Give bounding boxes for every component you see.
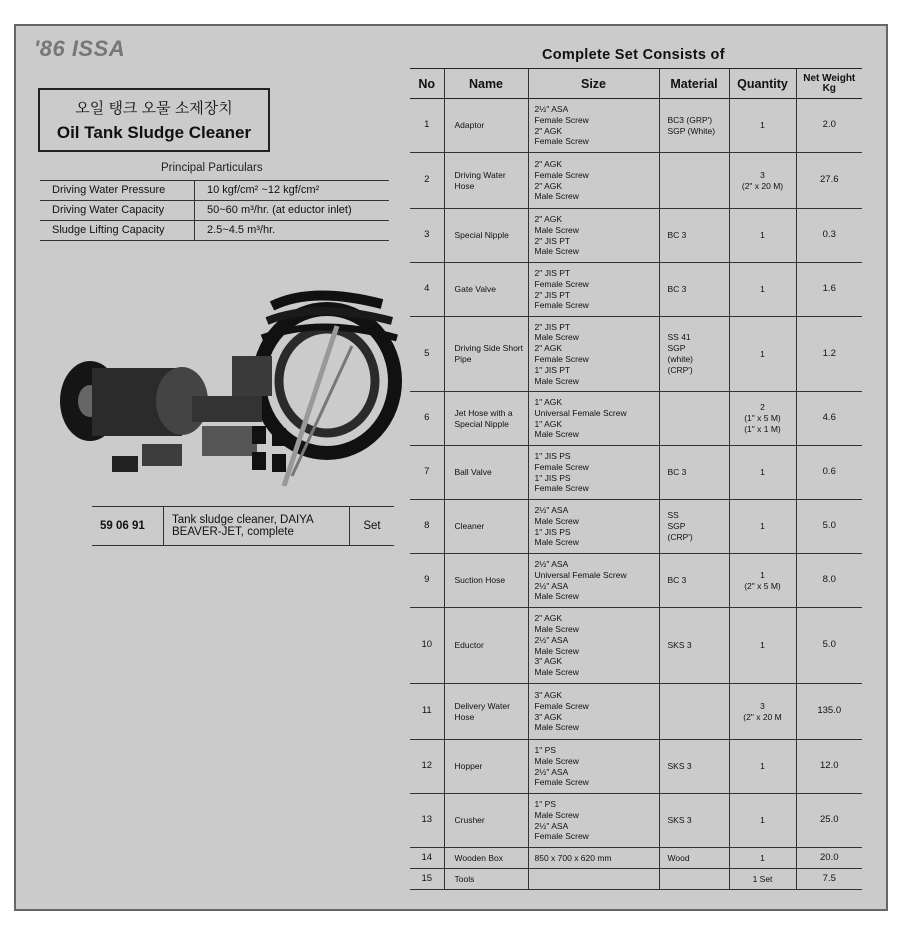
- cell-weight: 135.0: [796, 684, 862, 740]
- cell-no: 13: [410, 794, 444, 848]
- cell-no: 14: [410, 848, 444, 869]
- cell-material: BC 3: [659, 554, 729, 608]
- cell-size: [528, 869, 659, 890]
- cell-size: 850 x 700 x 620 mm: [528, 848, 659, 869]
- principal-particulars-title: Principal Particulars: [161, 162, 263, 174]
- order-row: [92, 507, 394, 546]
- table-row: [410, 608, 862, 684]
- cell-name: Eductor: [444, 608, 528, 684]
- cell-no: 1: [410, 99, 444, 153]
- cell-size: 2" AGK Female Screw 2" AGK Male Screw: [528, 153, 659, 209]
- cell-name: Tools: [444, 869, 528, 890]
- product-title-english: Oil Tank Sludge Cleaner: [56, 123, 252, 142]
- table-row: [410, 684, 862, 740]
- col-header-net-weight: [796, 69, 862, 99]
- cell-name: Ball Valve: [444, 446, 528, 500]
- particular-label: Driving Water Pressure: [40, 181, 195, 201]
- cell-material: SS SGP (CRP'): [659, 500, 729, 554]
- parts-table: [410, 68, 862, 890]
- cell-size: 1" PS Male Screw 2½" ASA Female Screw: [528, 794, 659, 848]
- cell-weight: 20.0: [796, 848, 862, 869]
- table-row: [410, 392, 862, 446]
- cell-material: BC 3: [659, 209, 729, 263]
- particular-value: 50~60 m³/hr. (at eductor inlet): [195, 201, 390, 221]
- order-unit: Set: [350, 507, 395, 546]
- particular-value: 2.5~4.5 m³/hr.: [195, 221, 390, 241]
- cell-name: Special Nipple: [444, 209, 528, 263]
- cell-size: 1" AGK Universal Female Screw 1" AGK Male Screw: [528, 392, 659, 446]
- cell-no: 12: [410, 740, 444, 794]
- cell-material: SKS 3: [659, 608, 729, 684]
- cell-quantity: 1: [729, 608, 796, 684]
- cell-quantity: 3 (2" x 20 M): [729, 153, 796, 209]
- cell-quantity: 3 (2" x 20 M: [729, 684, 796, 740]
- net-weight-unit: Kg: [822, 82, 836, 94]
- cell-quantity: 1: [729, 209, 796, 263]
- cell-size: 2" AGK Male Screw 2" JIS PT Male Screw: [528, 209, 659, 263]
- cell-weight: 0.3: [796, 209, 862, 263]
- particular-row: [40, 181, 389, 201]
- cell-name: Wooden Box: [444, 848, 528, 869]
- cell-quantity: 1 Set: [729, 869, 796, 890]
- particular-row: [40, 221, 389, 241]
- cell-name: Driving Side Short Pipe: [444, 317, 528, 392]
- cell-material: SKS 3: [659, 794, 729, 848]
- cell-material: [659, 153, 729, 209]
- cell-no: 8: [410, 500, 444, 554]
- cell-quantity: 1: [729, 317, 796, 392]
- cell-quantity: 1: [729, 740, 796, 794]
- cell-quantity: 1: [729, 794, 796, 848]
- catalog-badge: '86 ISSA: [34, 36, 126, 61]
- cell-name: Gate Valve: [444, 263, 528, 317]
- table-row: [410, 500, 862, 554]
- cell-material: Wood: [659, 848, 729, 869]
- product-title-box: [38, 88, 270, 152]
- cell-size: 2½" ASA Female Screw 2" AGK Female Screw: [528, 99, 659, 153]
- table-row: [410, 446, 862, 500]
- net-weight-label: Net Weight: [803, 72, 856, 84]
- cell-material: [659, 392, 729, 446]
- cell-no: 3: [410, 209, 444, 263]
- cell-name: Suction Hose: [444, 554, 528, 608]
- table-row: [410, 99, 862, 153]
- cell-material: BC 3: [659, 446, 729, 500]
- cell-weight: 8.0: [796, 554, 862, 608]
- cell-quantity: 1: [729, 99, 796, 153]
- product-photo: [52, 276, 402, 506]
- cell-no: 4: [410, 263, 444, 317]
- cell-no: 11: [410, 684, 444, 740]
- cell-no: 7: [410, 446, 444, 500]
- cell-material: [659, 869, 729, 890]
- cell-no: 5: [410, 317, 444, 392]
- cell-size: 2½" ASA Male Screw 1" JIS PS Male Screw: [528, 500, 659, 554]
- cell-no: 9: [410, 554, 444, 608]
- cell-quantity: 1: [729, 848, 796, 869]
- cell-quantity: 1 (2" x 5 M): [729, 554, 796, 608]
- catalog-page: [14, 24, 888, 911]
- hose-reel-icon: [60, 361, 208, 441]
- cell-quantity: 1: [729, 446, 796, 500]
- complete-set-title: Complete Set Consists of: [542, 47, 725, 63]
- cell-weight: 4.6: [796, 392, 862, 446]
- cell-weight: 27.6: [796, 153, 862, 209]
- table-row: [410, 317, 862, 392]
- col-header-no: No: [410, 69, 444, 99]
- cell-material: [659, 684, 729, 740]
- cell-name: Delivery Water Hose: [444, 684, 528, 740]
- cell-weight: 12.0: [796, 740, 862, 794]
- table-row: [410, 209, 862, 263]
- cell-weight: 1.6: [796, 263, 862, 317]
- cell-name: Jet Hose with a Special Nipple: [444, 392, 528, 446]
- cell-size: 1" PS Male Screw 2½" ASA Female Screw: [528, 740, 659, 794]
- product-title-korean: 오일 탱크 오물 소제장치: [75, 100, 233, 117]
- cell-weight: 2.0: [796, 99, 862, 153]
- table-row: [410, 740, 862, 794]
- cell-weight: 25.0: [796, 794, 862, 848]
- parts-header-row: [410, 69, 862, 99]
- particular-value: 10 kgf/cm² ~12 kgf/cm²: [195, 181, 390, 201]
- cell-name: Hopper: [444, 740, 528, 794]
- cell-weight: 1.2: [796, 317, 862, 392]
- cell-quantity: 1: [729, 263, 796, 317]
- particular-row: [40, 201, 389, 221]
- col-header-name: Name: [444, 69, 528, 99]
- cell-no: 2: [410, 153, 444, 209]
- cell-name: Cleaner: [444, 500, 528, 554]
- cell-quantity: 1: [729, 500, 796, 554]
- cell-size: 3" AGK Female Screw 3" AGK Male Screw: [528, 684, 659, 740]
- cell-name: Adaptor: [444, 99, 528, 153]
- cell-no: 6: [410, 392, 444, 446]
- col-header-material: Material: [659, 69, 729, 99]
- table-row: [410, 263, 862, 317]
- table-row: [410, 869, 862, 890]
- cell-material: SS 41 SGP (white) (CRP'): [659, 317, 729, 392]
- cell-size: 2" AGK Male Screw 2½" ASA Male Screw 3" AGK Male Screw: [528, 608, 659, 684]
- cell-weight: 5.0: [796, 500, 862, 554]
- cell-no: 10: [410, 608, 444, 684]
- col-header-size: Size: [528, 69, 659, 99]
- cell-size: 2½" ASA Universal Female Screw 2½" ASA Male Screw: [528, 554, 659, 608]
- col-header-quantity: Quantity: [729, 69, 796, 99]
- particular-label: Sludge Lifting Capacity: [40, 221, 195, 241]
- cell-material: BC 3: [659, 263, 729, 317]
- cell-name: Crusher: [444, 794, 528, 848]
- cell-size: 1" JIS PS Female Screw 1" JIS PS Female Screw: [528, 446, 659, 500]
- cell-material: BC3 (GRP') SGP (White): [659, 99, 729, 153]
- cell-no: 15: [410, 869, 444, 890]
- cell-size: 2" JIS PT Male Screw 2" AGK Female Screw 1" JIS PT Male Screw: [528, 317, 659, 392]
- table-row: [410, 153, 862, 209]
- cell-material: SKS 3: [659, 740, 729, 794]
- cell-weight: 7.5: [796, 869, 862, 890]
- table-row: [410, 554, 862, 608]
- order-code: 59 06 91: [92, 507, 164, 546]
- order-info-table: [92, 506, 394, 546]
- principal-particulars-table: [40, 180, 389, 241]
- particular-label: Driving Water Capacity: [40, 201, 195, 221]
- cell-quantity: 2 (1" x 5 M) (1" x 1 M): [729, 392, 796, 446]
- cell-name: Driving Water Hose: [444, 153, 528, 209]
- table-row: [410, 848, 862, 869]
- cell-weight: 5.0: [796, 608, 862, 684]
- table-row: [410, 794, 862, 848]
- cell-weight: 0.6: [796, 446, 862, 500]
- cell-size: 2" JIS PT Female Screw 2" JIS PT Female Screw: [528, 263, 659, 317]
- order-description: Tank sludge cleaner, DAIYA BEAVER-JET, complete: [164, 507, 350, 546]
